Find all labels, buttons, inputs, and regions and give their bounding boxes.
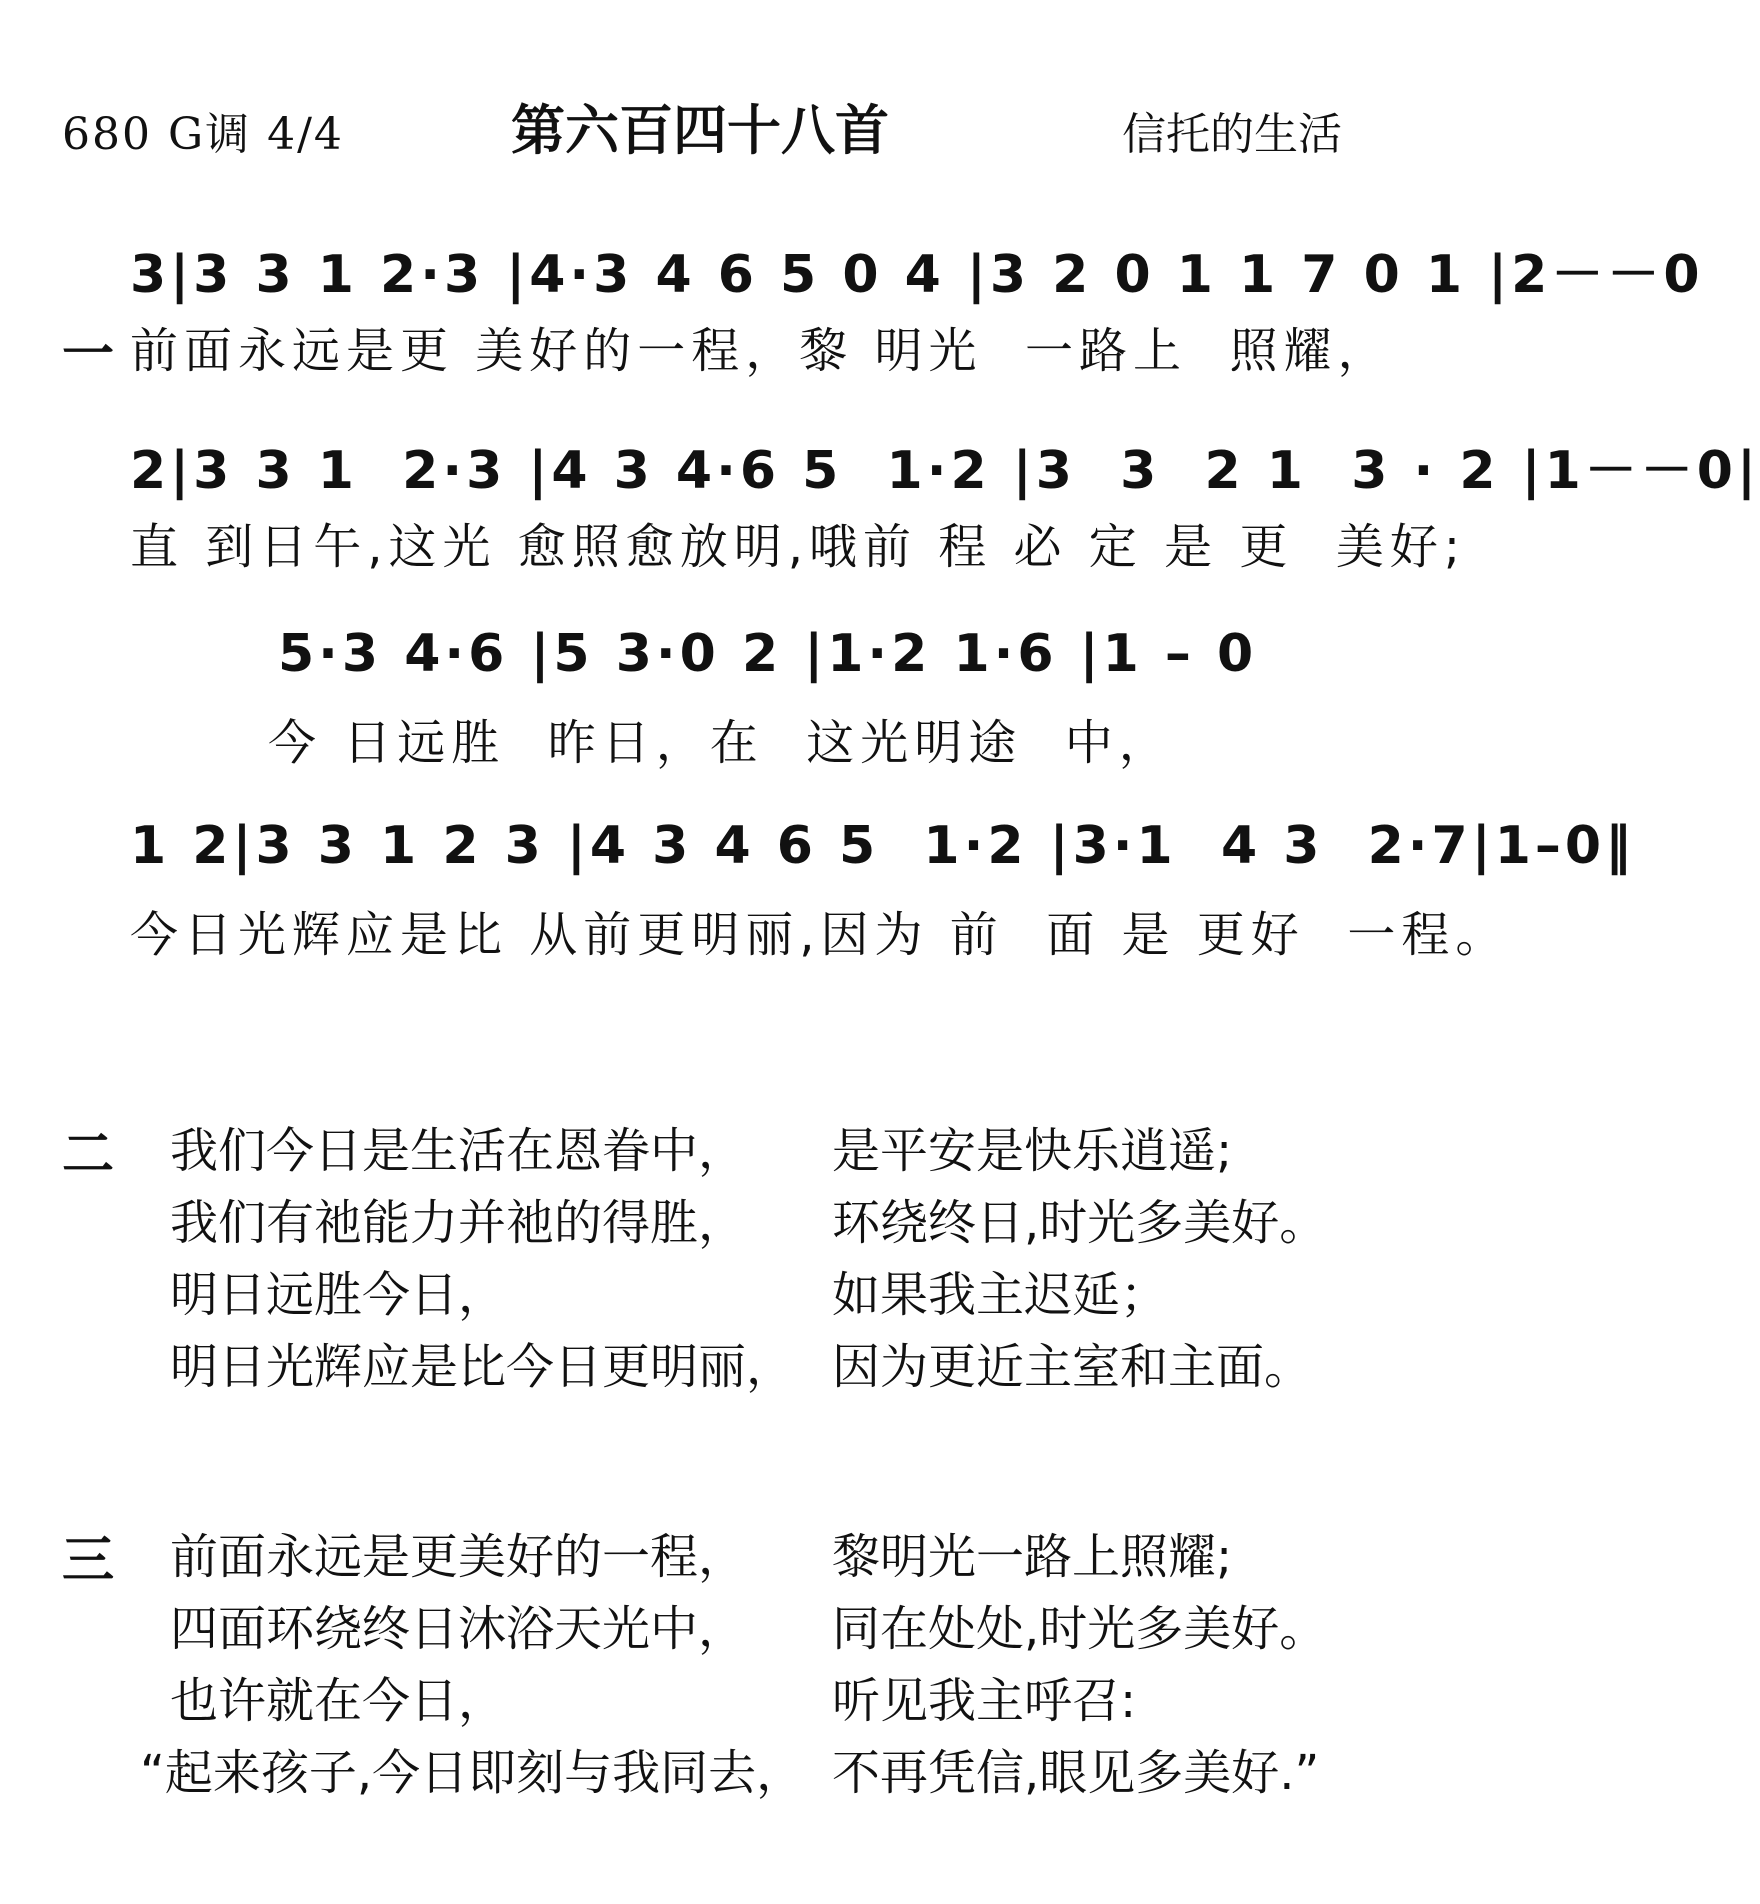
verse-line-right: 听见我主呼召: [832, 1673, 1137, 1729]
verse-line-right: 黎明光一路上照耀; [832, 1529, 1233, 1585]
notation-line: 5·3 4·6 |5 3·0 2 |1·2 1·6 |1 – 0 [278, 624, 1258, 684]
verse-number: 三 [62, 1531, 115, 1591]
hymn-title: 第六百四十八首 [511, 99, 889, 162]
verse-line-right: 环绕终日,时光多美好。 [832, 1195, 1328, 1251]
lyric-line: 前面永远是更 美好的一程，黎 明光 一路上 照耀， [130, 323, 1392, 379]
verse-line-left: 前面永远是更美好的一程， [170, 1529, 747, 1585]
notation-line: 2|3 3 1 2·3 |4 3 4·6 5 1·2 |3 3 2 1 3 · 2 |1－－0| [130, 441, 1760, 501]
hymn-category: 信托的生活 [1122, 109, 1342, 160]
lyric-line: 今 日远胜 昨日，在 这光明途 中， [268, 715, 1173, 771]
verse-line-right: 不再凭信,眼见多美好.” [832, 1745, 1320, 1801]
verse-line-right: 因为更近主室和主面。 [832, 1339, 1313, 1395]
verse-number: 二 [62, 1125, 115, 1185]
notation-line: 3|3 3 1 2·3 |4·3 4 6 5 0 4 |3 2 0 1 1 7 0 1 |2－－0 [130, 245, 1704, 305]
verse-line-right: 如果我主迟延； [832, 1267, 1169, 1323]
lyric-line: 今日光辉应是比 从前更明丽,因为 前 面 是 更好 一程。 [130, 907, 1510, 963]
verse-line-left: 明日远胜今日， [170, 1267, 507, 1323]
verse-line-left: 我们有祂能力并祂的得胜， [170, 1195, 747, 1251]
lyric-line: 直 到日午,这光 愈照愈放明,哦前 程 必 定 是 更 美好; [130, 519, 1467, 575]
verse-line-left: “起来孩子,今日即刻与我同去， [140, 1745, 805, 1801]
verse-number: 一 [62, 325, 115, 385]
hymn-header [0, 88, 1400, 162]
verse-line-left: 四面环绕终日沐浴天光中， [170, 1601, 747, 1657]
hymn-number-key-time: 680 G调 4/4 [62, 109, 344, 160]
verse-line-right: 是平安是快乐逍遥; [832, 1123, 1233, 1179]
verse-line-left: 我们今日是生活在恩眷中， [170, 1123, 747, 1179]
notation-line: 1 2|3 3 1 2 3 |4 3 4 6 5 1·2 |3·1 4 3 2·7|1–0‖ [130, 816, 1636, 876]
verse-line-right: 同在处处,时光多美好。 [832, 1601, 1328, 1657]
verse-line-left: 也许就在今日， [170, 1673, 507, 1729]
verse-line-left: 明日光辉应是比今日更明丽， [170, 1339, 795, 1395]
